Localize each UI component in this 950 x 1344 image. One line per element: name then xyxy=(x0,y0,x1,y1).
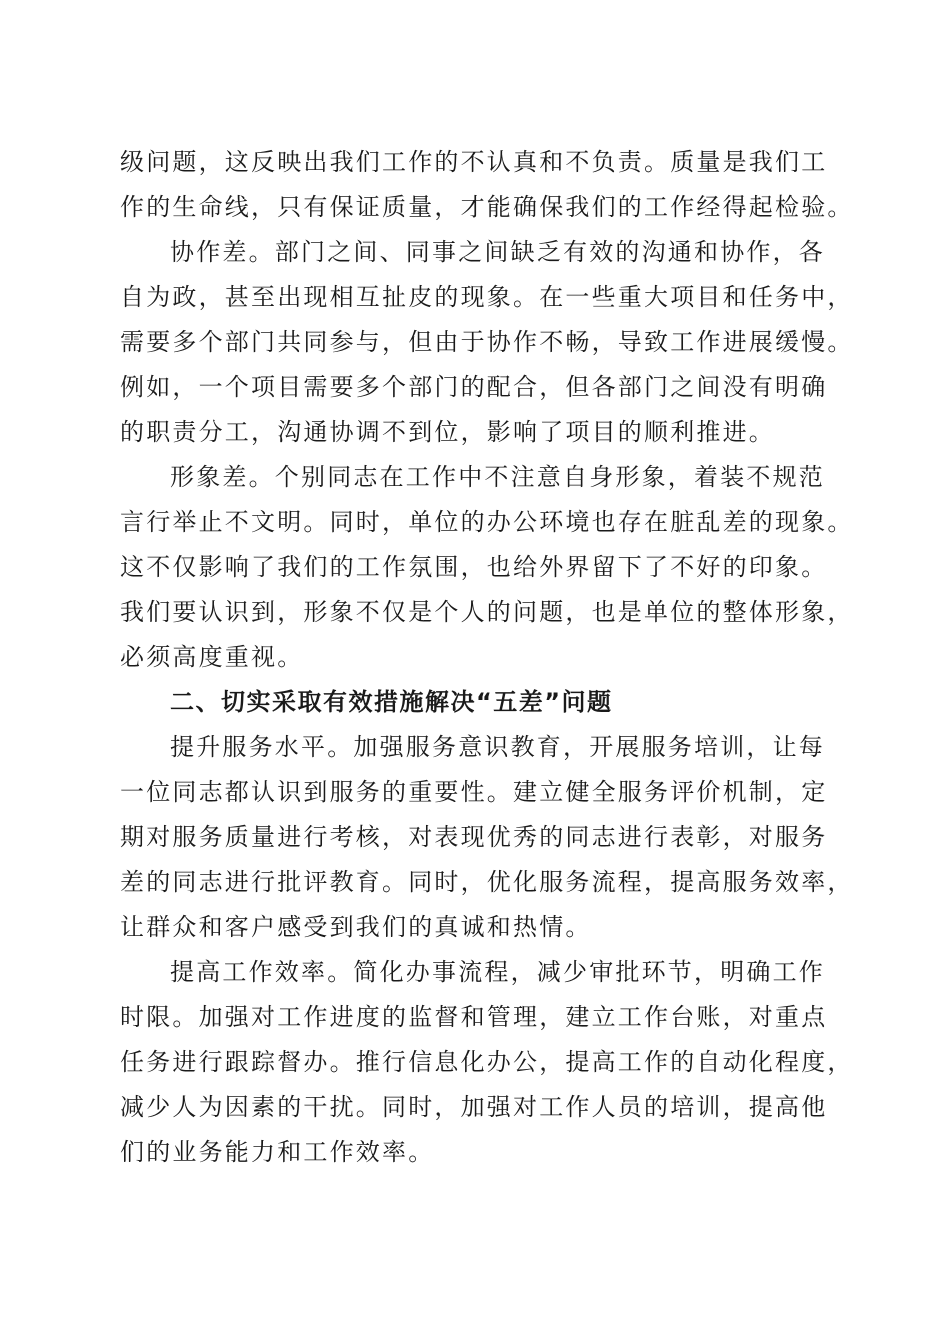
paragraph-line: 差的同志进行批评教育。同时，优化服务流程，提高服务效率， xyxy=(120,868,854,896)
paragraph-line: 的职责分工，沟通协调不到位，影响了项目的顺利推进。 xyxy=(120,418,775,446)
paragraph-line: 这不仅影响了我们的工作氛围，也给外界留下了不好的印象。 xyxy=(120,553,828,581)
paragraph-line: 言行举止不文明。同时，单位的办公环境也存在脏乱差的现象。 xyxy=(120,508,854,536)
paragraph-line: 级问题，这反映出我们工作的不认真和不负责。质量是我们工 xyxy=(120,148,828,176)
paragraph-line: 时限。加强对工作进度的监督和管理，建立工作台账，对重点 xyxy=(120,1003,828,1031)
paragraph-line: 形象差。个别同志在工作中不注意自身形象，着装不规范 xyxy=(170,463,825,491)
paragraph-efficiency xyxy=(120,950,854,1175)
paragraph-line: 们的业务能力和工作效率。 xyxy=(120,1138,435,1166)
paragraph-cooperation xyxy=(120,230,854,455)
paragraph-line: 需要多个部门共同参与，但由于协作不畅，导致工作进展缓慢。 xyxy=(120,328,854,356)
paragraph-line: 提高工作效率。简化办事流程，减少审批环节，明确工作 xyxy=(170,958,825,986)
document-page xyxy=(120,140,854,1175)
section-heading: 二、切实采取有效措施解决“五差”问题 xyxy=(170,688,613,716)
paragraph-line: 自为政，甚至出现相互扯皮的现象。在一些重大项目和任务中， xyxy=(120,283,854,311)
paragraph-line: 我们要认识到，形象不仅是个人的问题，也是单位的整体形象， xyxy=(120,598,854,626)
section-heading-two xyxy=(120,680,832,725)
paragraph-line: 必须高度重视。 xyxy=(120,643,304,671)
paragraph-line: 减少人为因素的干扰。同时，加强对工作人员的培训，提高他 xyxy=(120,1093,828,1121)
paragraph-line: 让群众和客户感受到我们的真诚和热情。 xyxy=(120,913,592,941)
paragraph-line: 期对服务质量进行考核，对表现优秀的同志进行表彰，对服务 xyxy=(120,823,828,851)
paragraph-line: 任务进行跟踪督办。推行信息化办公，提高工作的自动化程度， xyxy=(120,1048,854,1076)
paragraph-line: 协作差。部门之间、同事之间缺乏有效的沟通和协作，各 xyxy=(170,238,825,266)
paragraph-image xyxy=(120,455,854,680)
paragraph-line: 提升服务水平。加强服务意识教育，开展服务培训，让每 xyxy=(170,733,825,761)
paragraph-quality-continued xyxy=(120,140,854,230)
paragraph-line: 例如，一个项目需要多个部门的配合，但各部门之间没有明确 xyxy=(120,373,828,401)
paragraph-service xyxy=(120,725,854,950)
paragraph-line: 作的生命线，只有保证质量，才能确保我们的工作经得起检验。 xyxy=(120,193,854,221)
paragraph-line: 一位同志都认识到服务的重要性。建立健全服务评价机制，定 xyxy=(120,778,828,806)
